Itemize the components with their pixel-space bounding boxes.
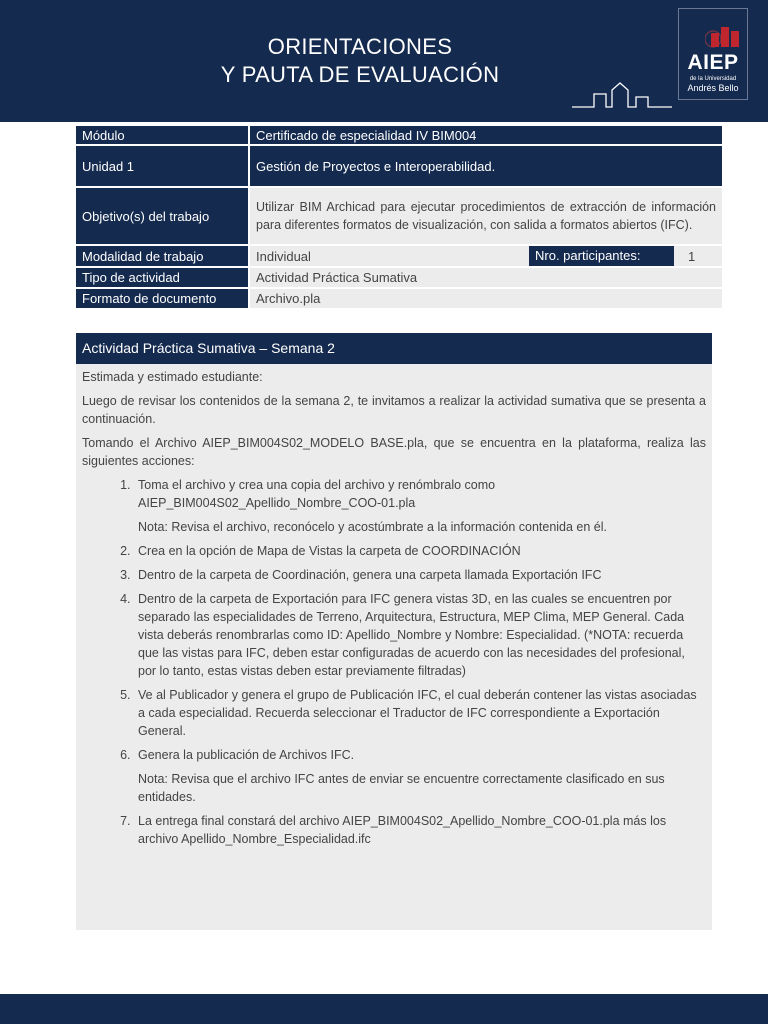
steps-list — [128, 476, 706, 848]
list-item — [134, 476, 706, 536]
aiep-logo — [678, 8, 748, 100]
logo-text: AIEP — [687, 51, 739, 74]
list-item — [134, 812, 706, 848]
row-modalidad — [76, 246, 722, 266]
step-text: Dentro de la carpeta de Exportación para IFC genera vistas 3D, en las cuales se encuentren por separado las especialidades de Terreno, Arquitectura, Estructura, MEP Clima, MEP General. Cada vista deberás renombrarlas como ID: Apellido_Nombre y Nombre: Especialidad. (*NOTA: recuerda que las vistas para IFC, deben estar configuradas de acuerdo con las necesidades del profesional, por lo tanto, estas vistas deben estar previamente filtradas) — [138, 592, 685, 678]
instructions-paragraph: Tomando el Archivo AIEP_BIM004S02_MODELO BASE.pla, que se encuentra en la plataforma, realiza las siguientes acciones: — [82, 436, 706, 468]
modulo-label: Módulo — [76, 126, 248, 144]
unidad-value: Gestión de Proyectos e Interoperabilidad. — [250, 146, 722, 186]
greeting: Estimada y estimado estudiante: — [82, 370, 263, 384]
logo-subtitle — [679, 75, 747, 93]
tipo-value: Actividad Práctica Sumativa — [250, 268, 722, 287]
title-line-1: ORIENTACIONES — [267, 34, 453, 59]
list-item — [134, 566, 706, 584]
building-icon — [705, 23, 745, 49]
activity-section — [76, 333, 712, 930]
houses-line-icon — [572, 80, 672, 110]
unidad-label: Unidad 1 — [76, 146, 248, 186]
list-item — [134, 542, 706, 560]
step-note: Nota: Revisa que el archivo IFC antes de enviar se encuentre correctamente clasificado en sus entidades. — [138, 772, 665, 804]
info-table — [76, 124, 722, 310]
tipo-label: Tipo de actividad — [76, 268, 248, 287]
objetivo-label: Objetivo(s) del trabajo — [76, 188, 248, 244]
step-note: Nota: Revisa el archivo, reconócelo y acostúmbrate a la información contenida en él. — [138, 520, 608, 534]
logo-sub-line-2: Andrés Bello — [687, 83, 739, 93]
formato-label: Formato de documento — [76, 289, 248, 308]
step-text: La entrega final constará del archivo AIEP_BIM004S02_Apellido_Nombre_COO-01.pla más los archivo Apellido_Nombre_Especialidad.ifc — [138, 814, 667, 846]
participantes-label: Nro. participantes: — [529, 246, 674, 266]
row-objetivo — [76, 188, 722, 244]
participantes-value: 1 — [688, 248, 696, 264]
step-text: Genera la publicación de Archivos IFC. — [138, 748, 355, 762]
modalidad-label: Modalidad de trabajo — [76, 246, 248, 266]
formato-value: Archivo.pla — [250, 289, 722, 308]
step-text: Toma el archivo y crea una copia del archivo y renómbralo como AIEP_BIM004S02_Apellido_Nombre_COO-01.pla — [138, 478, 496, 510]
row-unidad — [76, 146, 722, 186]
objetivo-value: Utilizar BIM Archicad para ejecutar procedimientos de extracción de información para diferentes formatos de visualización, con salida a formatos abiertos (IFC). — [250, 188, 722, 244]
row-modulo — [76, 126, 722, 144]
list-item — [134, 746, 706, 806]
modulo-value: Certificado de especialidad IV BIM004 — [250, 126, 722, 144]
list-item — [134, 590, 706, 680]
row-formato — [76, 289, 722, 308]
page-header — [0, 0, 768, 122]
step-text: Crea en la opción de Mapa de Vistas la carpeta de COORDINACIÓN — [138, 544, 521, 558]
page-footer — [0, 994, 768, 1024]
page-title — [160, 33, 560, 89]
title-line-2: Y PAUTA DE EVALUACIÓN — [220, 62, 500, 87]
step-text: Ve al Publicador y genera el grupo de Publicación IFC, el cual deberán contener las vistas asociadas a cada especialidad. Recuerda seleccionar el Traductor de IFC correspondiente a Exportación General. — [138, 688, 697, 738]
step-text: Dentro de la carpeta de Coordinación, genera una carpeta llamada Exportación IFC — [138, 568, 602, 582]
logo-sub-line-1: de la Universidad — [689, 76, 737, 82]
intro-paragraph: Luego de revisar los contenidos de la semana 2, te invitamos a realizar la actividad sumativa que se presenta a continuación. — [82, 394, 706, 426]
modalidad-value: Individual — [256, 248, 311, 264]
activity-body — [76, 364, 712, 848]
list-item — [134, 686, 706, 740]
activity-heading: Actividad Práctica Sumativa – Semana 2 — [76, 333, 712, 364]
row-tipo — [76, 268, 722, 287]
